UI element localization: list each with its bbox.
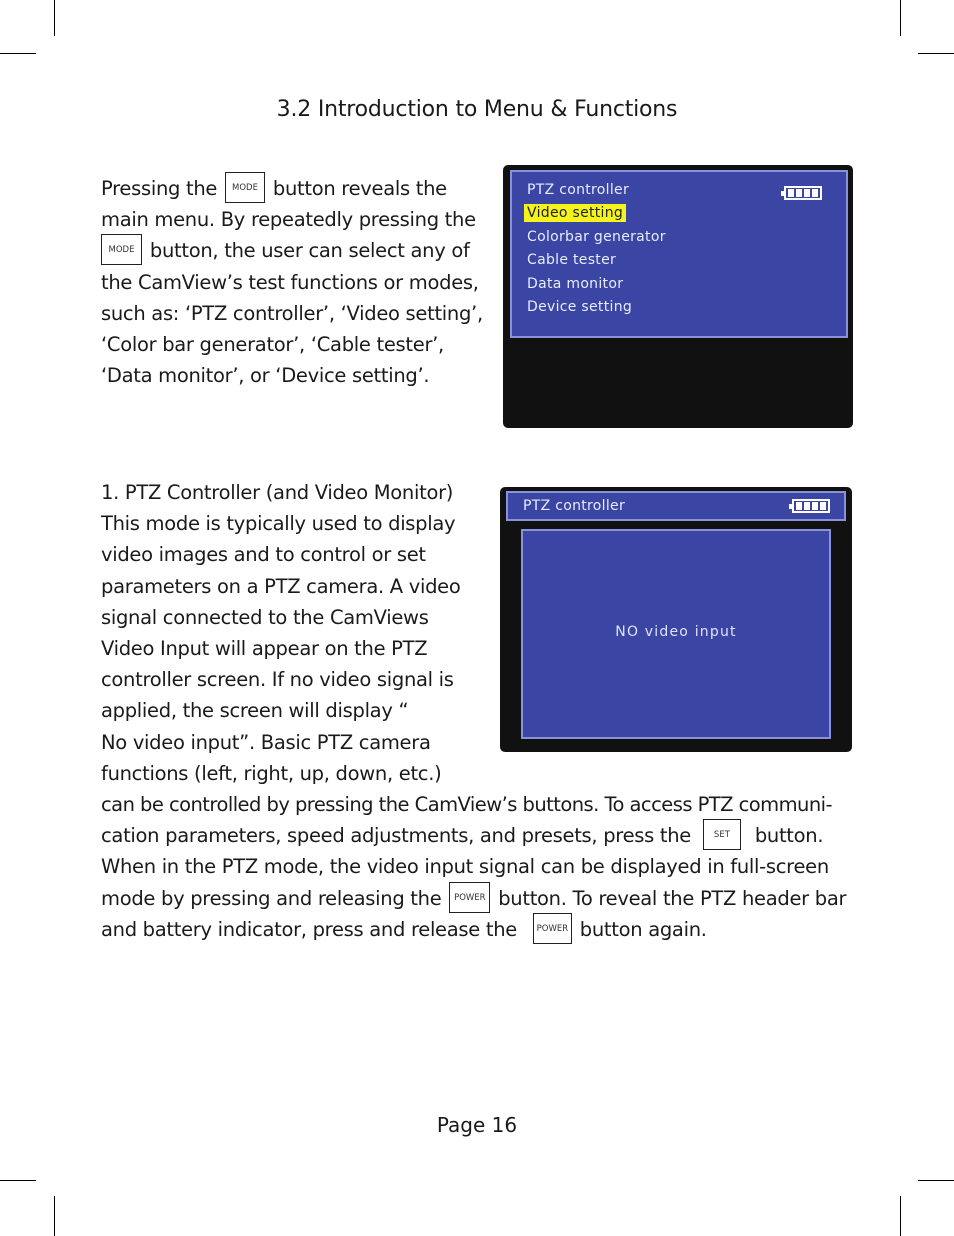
ptz-text: button again.: [579, 917, 707, 941]
ptz-header-bar: [506, 491, 846, 521]
intro-text: ‘Color bar generator’, ‘Cable tester’,: [101, 333, 444, 357]
ptz-text: When in the PTZ mode, the video input signal can be displayed in full-screen: [101, 855, 829, 879]
menu-panel: [510, 170, 848, 338]
intro-text: main menu. By repeatedly pressing the: [101, 208, 476, 232]
main-menu-screenshot: [503, 165, 853, 428]
crop-mark: [918, 1180, 954, 1181]
ptz-controller-screenshot: [500, 487, 852, 752]
ptz-text: Video Input will appear on the PTZ: [101, 637, 428, 661]
intro-text: such as: ‘PTZ controller’, ‘Video setting’,: [101, 301, 483, 325]
section-title: 3.2 Introduction to Menu & Functions: [276, 97, 678, 122]
intro-text: button reveals the: [272, 177, 447, 200]
menu-item-device-setting: Device setting: [527, 299, 633, 315]
intro-paragraph: [101, 173, 483, 391]
ptz-text: mode by pressing and releasing the: [101, 886, 442, 910]
menu-item-ptz-controller: PTZ controller: [527, 182, 630, 198]
power-button-icon: POWER: [533, 913, 572, 944]
ptz-text: parameters on a PTZ camera. A video: [101, 574, 461, 598]
ptz-text: video images and to control or set: [101, 543, 426, 567]
intro-text: button, the user can select any of: [149, 239, 470, 263]
battery-icon: [792, 499, 830, 513]
ptz-heading: 1. PTZ Controller (and Video Monitor): [101, 481, 454, 504]
ptz-text: button.: [754, 824, 824, 848]
crop-mark: [54, 1196, 55, 1236]
battery-icon: [784, 186, 822, 200]
crop-mark: [0, 53, 36, 54]
ptz-text: cation parameters, speed adjustments, and presets, press the: [101, 824, 691, 848]
ptz-text: No video input”. Basic PTZ camera: [101, 730, 431, 754]
crop-mark: [918, 53, 954, 54]
crop-mark: [900, 0, 901, 36]
menu-item-data-monitor: Data monitor: [527, 276, 624, 292]
mode-button-icon: MODE: [101, 234, 142, 265]
no-video-message: NO video input: [615, 624, 737, 640]
intro-text: Pressing the: [101, 177, 218, 200]
ptz-text: button. To reveal the PTZ header bar: [498, 886, 847, 910]
ptz-text: controller screen. If no video signal is: [101, 668, 454, 692]
ptz-text: functions (left, right, up, down, etc.): [101, 761, 442, 785]
ptz-text: This mode is typically used to display: [101, 512, 456, 536]
ptz-header-title: PTZ controller: [523, 498, 626, 514]
menu-item-colorbar-generator: Colorbar generator: [527, 229, 666, 245]
video-display-area: [521, 529, 831, 739]
intro-text: ‘Data monitor’, or ‘Device setting’.: [101, 364, 430, 388]
ptz-text: signal connected to the CamViews: [101, 605, 429, 629]
menu-item-video-setting: Video setting: [524, 204, 626, 222]
ptz-text: and battery indicator, press and release the: [101, 917, 517, 941]
ptz-text: applied, the screen will display “: [101, 699, 409, 723]
menu-item-cable-tester: Cable tester: [527, 252, 617, 268]
crop-mark: [54, 0, 55, 36]
page-number: Page 16: [436, 1113, 518, 1137]
crop-mark: [900, 1196, 901, 1236]
mode-button-icon: MODE: [225, 172, 265, 203]
ptz-text: can be controlled by pressing the CamView’s buttons. To access PTZ communi-: [101, 793, 833, 817]
power-button-icon: POWER: [449, 882, 490, 913]
crop-mark: [0, 1180, 36, 1181]
intro-text: the CamView’s test functions or modes,: [101, 270, 479, 294]
set-button-icon: SET: [703, 819, 741, 850]
